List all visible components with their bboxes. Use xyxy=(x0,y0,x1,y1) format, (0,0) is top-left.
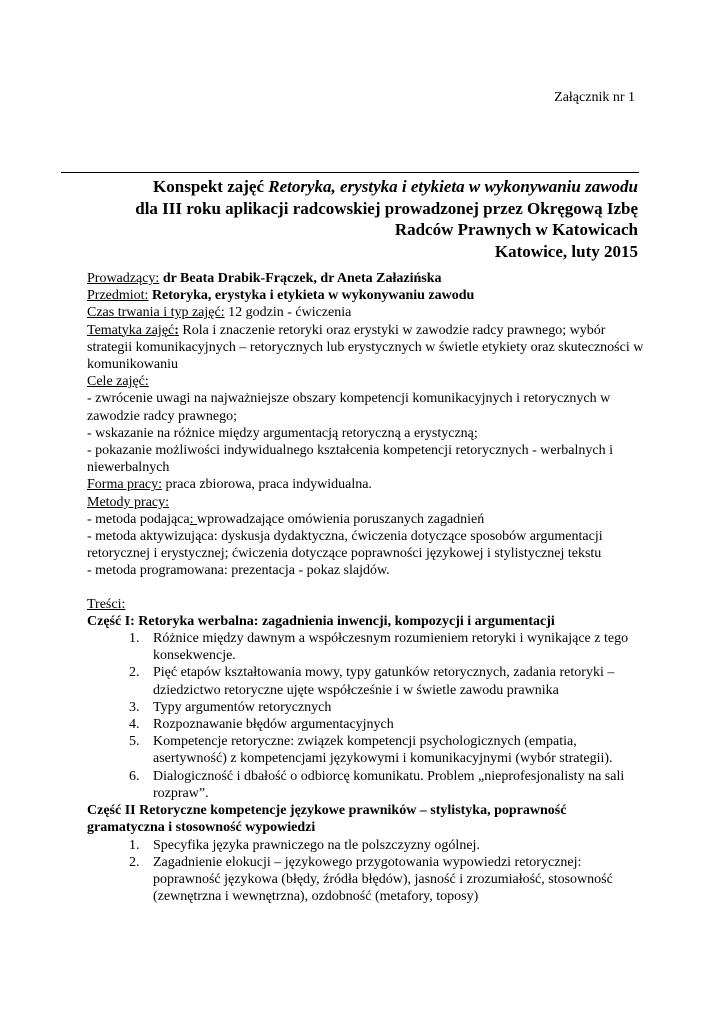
form-line xyxy=(87,476,647,493)
method-1-colon: : xyxy=(189,511,198,527)
header-line-1 xyxy=(78,176,638,198)
header-date: Katowice, luty 2015 xyxy=(494,241,638,261)
form-label: Forma pracy: xyxy=(87,477,163,493)
part-2-title: Część II Retoryczne kompetencje językowe prawników – stylistyka, poprawność gramatyczna i stosowność wypowiedzi xyxy=(87,803,567,836)
method-item xyxy=(87,511,647,528)
list-item xyxy=(87,837,647,854)
contents-label: Treści: xyxy=(87,596,126,612)
course-title: Retoryka, erystyka i etykieta w wykonywaniu zawodu xyxy=(268,177,638,196)
list-text: Typy argumentów retorycznych xyxy=(153,699,332,715)
part-1-title: Część I: Retoryka werbalna: zagadnienia inwencji, kompozycji i argumentacji xyxy=(87,613,555,629)
list-text: Różnice między dawnym a współczesnym rozumieniem retoryki i wynikające z tego konsekwencje. xyxy=(153,631,629,664)
form-value: praca zbiorowa, praca indywidualna. xyxy=(162,477,372,493)
instructors-label: Prowadzący: xyxy=(87,271,160,286)
annex-label: Załącznik nr 1 xyxy=(554,90,635,105)
subject-value: Retoryka, erystyka i etykieta w wykonywaniu zawodu xyxy=(148,288,475,304)
list-number: 4. xyxy=(129,717,140,733)
goals-label: Cele zajęć: xyxy=(87,374,149,390)
list-number: 3. xyxy=(129,699,140,715)
part-1-list xyxy=(87,630,647,802)
duration-label: Czas trwania i typ zajęć: xyxy=(87,305,225,321)
topic-value: Rola i znaczenie retoryki oraz erystyki w zawodzie radcy prawnego; wybór strategii komunikacyjnych – retorycznych lub erystycznych w świetle etykiety oraz skuteczności w komunikowaniu xyxy=(87,322,644,373)
goal-item: - zwrócenie uwagi na najważniejsze obszary kompetencji komunikacyjnych i retorycznych w zawodzie radcy prawnego; xyxy=(87,391,611,424)
goal-item: - wskazanie na różnice między argumentacją retoryczną a erystyczną; xyxy=(87,425,478,441)
header-line-1-prefix: Konspekt zajęć xyxy=(153,177,269,196)
list-item xyxy=(87,664,647,698)
method-item: - metoda aktywizująca: dyskusja dydaktyczna, ćwiczenia dotyczące sposobów argumentacji retorycznej i erystycznej; ćwiczenia dotyczące poprawności językowej i stylistycznej tekstu xyxy=(87,529,603,562)
subject-label: Przedmiot: xyxy=(87,288,149,304)
subject-line xyxy=(87,287,647,304)
part-2-list xyxy=(87,837,647,906)
list-item xyxy=(87,630,647,664)
list-text: Pięć etapów kształtowania mowy, typy gatunków retorycznych, zadania retoryki – dziedzictwo retoryczne ujęte współcześnie i w świetle zawodu prawnika xyxy=(153,665,615,698)
list-item xyxy=(87,854,647,906)
header-divider xyxy=(61,172,639,173)
topic-line xyxy=(87,322,647,374)
header-line-3: Radców Prawnych w Katowicach xyxy=(394,220,638,240)
list-number: 2. xyxy=(129,854,140,870)
list-item xyxy=(87,716,647,733)
list-text: Rozpoznawanie błędów argumentacyjnych xyxy=(153,717,394,733)
duration-line xyxy=(87,304,647,321)
document-header xyxy=(78,176,638,262)
list-item xyxy=(87,699,647,716)
spacer xyxy=(87,580,647,596)
method-item: - metoda programowana: prezentacja - pokaz slajdów. xyxy=(87,563,390,579)
topic-label: Tematyka zajęć xyxy=(87,322,175,338)
method-1-desc: wprowadzające omówienia poruszanych zagadnień xyxy=(197,511,485,527)
header-line-2: dla III roku aplikacji radcowskiej prowadzonej przez Okręgową Izbę xyxy=(135,198,638,218)
list-text: Kompetencje retoryczne: związek kompetencji psychologicznych (empatia, asertywność) z kompetencjami językowymi i komunikacyjnymi (wybór strategii). xyxy=(153,734,613,767)
list-item xyxy=(87,768,647,802)
instructors-value: dr Beata Drabik-Frączek, dr Aneta Załazińska xyxy=(159,271,442,286)
duration-value: 12 godzin - ćwiczenia xyxy=(224,305,352,321)
list-text: Zagadnienie elokucji – językowego przygotowania wypowiedzi retorycznej: poprawność językowa (błędy, źródła błędów), jasność i zrozumiałość, stosowność (zewnętrzna i wewnętrzna), ozdobność (metafory, toposy) xyxy=(153,854,613,905)
list-item xyxy=(87,733,647,767)
list-number: 1. xyxy=(129,837,140,853)
list-number: 5. xyxy=(129,734,140,750)
methods-label: Metody pracy: xyxy=(87,494,170,510)
topic-colon: : xyxy=(174,322,179,338)
goal-item: - pokazanie możliwości indywidualnego kształcenia kompetencji retorycznych - werbalnych i niewerbalnych xyxy=(87,443,613,476)
list-number: 2. xyxy=(129,665,140,681)
list-number: 6. xyxy=(129,768,140,784)
method-1-name: - metoda podająca xyxy=(87,511,190,527)
instructors-line xyxy=(87,270,647,287)
list-number: 1. xyxy=(129,631,140,647)
document-body xyxy=(87,270,647,905)
list-text: Dialogiczność i dbałość o odbiorcę komunikatu. Problem „nieprofesjonalisty na sali rozpraw”. xyxy=(153,768,625,801)
list-text: Specyfika języka prawniczego na tle polszczyzny ogólnej. xyxy=(153,837,480,853)
